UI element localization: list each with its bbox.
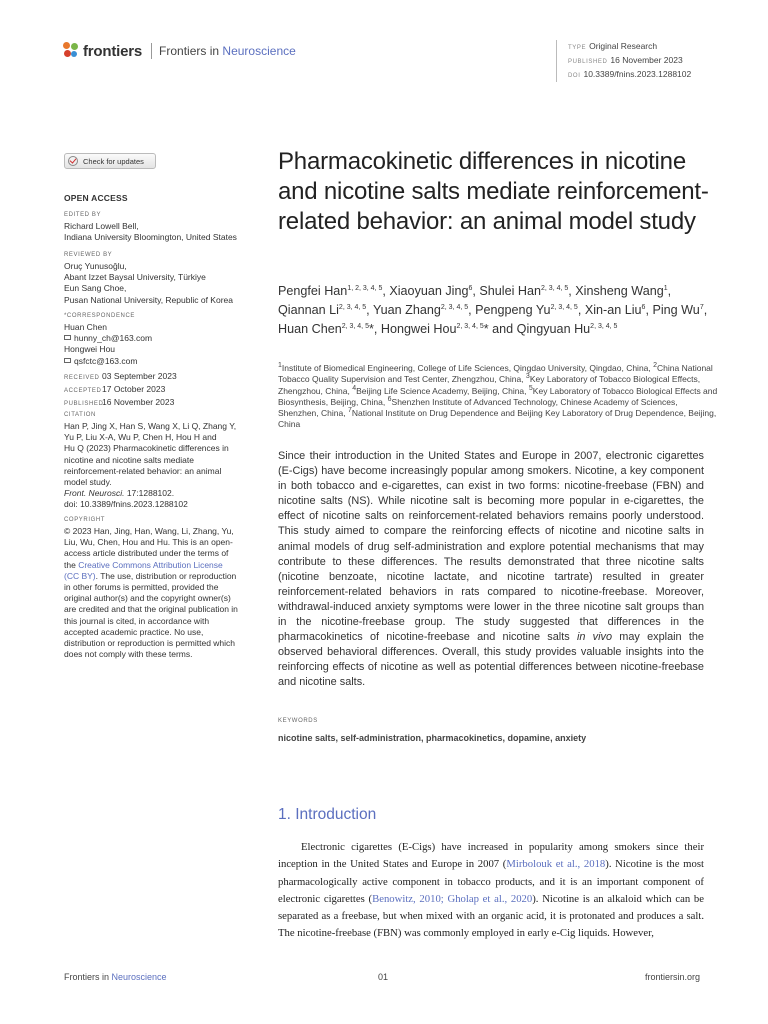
journal-name: Frontiers in Neuroscience [159,44,296,58]
author-separator: , [568,284,576,298]
keywords-label: KEYWORDS [278,718,318,724]
author-affiliation-sup: 2, 3, 4, 5 [440,303,469,311]
author-affiliation-sup: 2, 3, 4, 5 [456,322,484,330]
affiliation-number: 2 [653,362,658,370]
affiliation-number: 6 [387,396,392,404]
author-name[interactable]: Ping Wu [652,303,700,317]
correspondence-block: *CORRESPONDENCE Huan Chen hunny_ch@163.com Hongwei Hou qsfctc@163.com [64,312,264,367]
author-name[interactable]: Pengpeng Yu [475,303,551,317]
affiliation-text: Key Laboratory of Tobacco Biological Effects, Zhengzhou, China, [278,374,701,396]
affiliation-text: Key Laboratory of Tobacco Biological Effects and Biosynthesis, Beijing, China, [278,385,718,407]
author-name[interactable]: Huan Chen [278,322,342,336]
author-affiliation-sup: 7 [699,303,704,311]
email-icon [64,358,71,363]
section-heading: 1. Introduction [278,806,377,823]
author-name[interactable]: Xiaoyuan Jing [389,284,469,298]
copyright-block: COPYRIGHT © 2023 Han, Jing, Han, Wang, Li, Zhang, Yu, Liu, Wu, Chen, Hou and Hu. This is an open- access article distributed under the terms of the Creative Commons Attribution License (CC BY). The use, distribution or reproduction in other forums is permitted, provided the original author(s) and the copyright owner(s) are credited and that the original publication in this journal is cited, in accordance with accepted academic practice. No use, distribution or reproduction is permitted which does not comply with these terms. [64,517,238,660]
author-list [278,282,718,339]
affiliation-text: Shenzhen Institute of Advanced Technology, Chinese Academy of Sciences, Shenzhen, China, [278,396,678,419]
frontiers-logo-icon [63,42,79,60]
author-separator: , [667,284,672,298]
affiliation-number: 1 [278,362,282,370]
author-separator: , [468,303,476,317]
affiliation-number: 3 [525,373,530,381]
author-name[interactable]: Pengfei Han [278,284,348,298]
affiliation-text: Institute of Biomedical Engineering, College of Life Sciences, Qingdao University, Qingdao, China, [281,363,654,373]
keywords: nicotine salts, self-administration, pharmacokinetics, dopamine, anxiety [278,733,587,743]
author-affiliation-sup: 2, 3, 4, 5 [550,303,578,311]
author-name[interactable]: Qiannan Li [278,303,339,317]
author-affiliation-sup: 6 [641,303,646,311]
footer-site-link[interactable]: frontiersin.org [645,972,701,982]
author-affiliation-sup: 2, 3, 4, 5 [338,303,367,311]
affiliation-number: 4 [352,384,357,392]
reference-link[interactable]: Benowitz, 2010; Gholap et al., 2020 [372,892,533,905]
open-access-label: OPEN ACCESS [64,193,128,203]
affiliation-text: Beijing Life Science Academy, Beijing, China, [356,385,529,396]
affiliation-text: China National Tobacco Quality Supervision and Test Center, Zhengzhou, China, [278,363,713,385]
author-separator: , [577,303,585,317]
affiliation-text: National Institute on Drug Dependence and Beijing Key Laboratory of Drug Dependence, Beijing, China [278,408,717,430]
author-affiliation-sup: 2, 3, 4, 5 [341,322,369,330]
reviewed-by-block: REVIEWED BY Oruç Yunusoğlu, Abant Izzet Baysal University, Türkiye Eun Sang Choe, Pusan National University, Republic of Korea [64,252,233,305]
reference-link[interactable]: Mirbolouk et al., 2018 [506,858,606,871]
frontiers-logo[interactable] [63,42,296,60]
affiliation-number: 7 [347,407,352,415]
author-name[interactable]: Xin-an Liu [584,303,642,317]
cc-by-link[interactable]: (CC BY) [64,570,96,581]
email-link-1[interactable]: hunny_ch@163.com [64,333,264,344]
author-name[interactable]: Shulei Han [479,284,542,298]
author-separator: , [645,303,653,317]
author-name[interactable]: Qingyuan Hu [516,322,591,336]
author-separator: , [366,303,373,317]
author-affiliation-sup: 2, 3, 4, 5 [541,284,569,292]
check-updates-icon [68,156,78,166]
author-separator: *, [368,322,381,336]
author-affiliation-sup: 1 [663,284,668,292]
author-name[interactable]: Hongwei Hou [380,322,457,336]
check-for-updates-button[interactable]: Check for updates [64,153,156,169]
published-date: 16 November 2023 [610,55,683,65]
author-affiliation-sup: 1, 2, 3, 4, 5 [347,284,383,292]
affiliations [278,363,718,431]
author-name[interactable]: Xinsheng Wang [575,284,664,298]
article-meta: TYPE Original Research PUBLISHED 16 November 2023 DOI 10.3389/fnins.2023.1288102 [556,40,691,82]
author-separator: * and [483,322,517,336]
introduction-paragraph: Electronic cigarettes (E-Cigs) have increased in popularity among smokers since their inception in the United States and Europe in 2007 (Mirbolouk et al., 2018). Nicotine is the most pharmacologically active component in tobacco products, and it is an important component of electronic cigarettes (Benowitz, 2010; Gholap et al., 2020). Nicotine is an alkaloid which can be separated as a freebase, but when mixed with an organic acid, it is protonated and produces a salt. The nicotine-freebase (FBN) was commonly employed in early e-Cig liquids. However, [278,841,704,940]
affiliation-number: 5 [528,384,533,392]
page-number: 01 [378,972,389,982]
author-name[interactable]: Yuan Zhang [372,303,441,317]
email-link-2[interactable]: qsfctc@163.com [64,356,264,367]
doi: 10.3389/fnins.2023.1288102 [583,69,692,79]
author-separator: , [382,284,390,298]
license-link[interactable]: Creative Commons Attribution License [78,559,223,570]
author-separator: , [703,303,708,317]
edited-by-block: EDITED BY Richard Lowell Bell, Indiana University Bloomington, United States [64,212,237,243]
author-affiliation-sup: 2, 3, 4, 5 [590,322,618,330]
article-type: Original Research [589,41,658,51]
abstract: Since their introduction in the United States and Europe in 2007, electronic cigarettes (E-Cigs) have become increasingly popular among smokers. Nicotine, a key component in both tobacco and e-cigarettes, can exist in two forms: nicotine-freebase (FBN) and nicotine salts (NS). While nicotine salt is becoming more popular in e-cigarettes, the effect of nicotine salts on reinforcement-related behaviors remains poorly understood. This study aimed to compare the reinforcing effects of nicotine and nicotine salts in animal models of drug self-administration and explore potential mechanisms that may contribute to these differences. The results demonstrated that three nicotine salts (nicotine benzoate, nicotine lactate, and nicotine tartrate) resulted in greater reinforcement-related behaviors in rats compared to nicotine-freebase. Moreover, withdrawal-induced anxiety symptoms were lower in the three nicotine salt groups than in the nicotine-freebase group. The study suggested that differences in the pharmacokinetics of nicotine-freebase and nicotine salts in vivo may explain the observed behavioral differences. Overall, this study provides valuable insights into the reinforcing effects of nicotine as well as potential differences between nicotine-freebase and nicotine salts. [278,450,704,689]
author-separator: , [472,284,480,298]
footer-journal: Frontiers in Neuroscience [64,972,167,982]
author-affiliation-sup: 6 [468,284,473,292]
citation-block: CITATION Han P, Jing X, Han S, Wang X, Li Q, Zhang Y, Yu P, Liu X-A, Wu P, Chen H, Hou H and Hu Q (2023) Pharmacokinetic differences in nicotine and nicotine salts mediate reinforcement-related behavior: an animal model study. Front. Neurosci. 17:1288102. doi: 10.3389/fnins.2023.1288102 [64,412,237,510]
email-icon [64,335,71,340]
dates-block: RECEIVED 03 September 2023 ACCEPTED17 October 2023 PUBLISHED16 November 2023 [64,371,177,408]
logo-divider [151,43,152,59]
logo-text: frontiers [83,42,143,60]
article-title: Pharmacokinetic differences in nicotine and nicotine salts mediate reinforcement-related behavior: an animal model study [278,148,709,235]
